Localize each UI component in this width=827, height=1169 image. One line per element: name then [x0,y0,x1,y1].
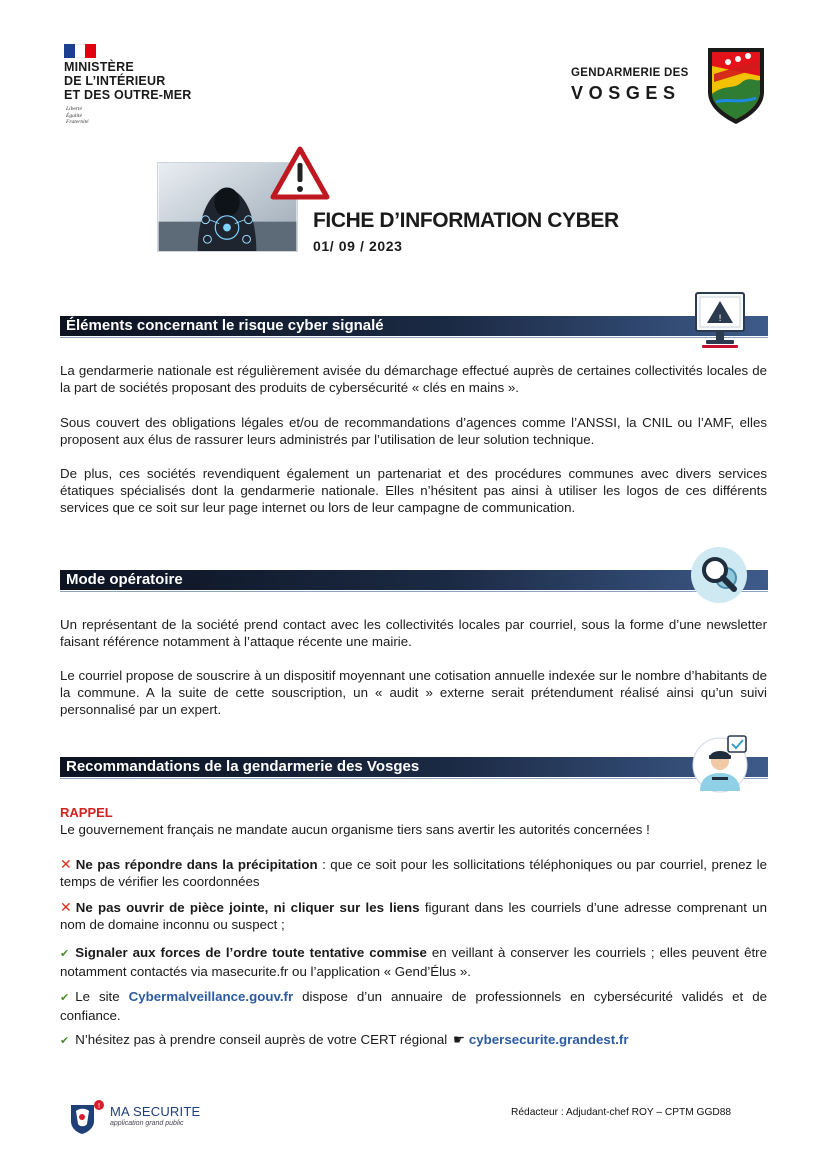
section-header-recommendations: Recommandations de la gendarmerie des Vosges [60,757,768,777]
rappel-label: RAPPEL [60,805,113,820]
warning-icon [270,146,330,200]
rappel-text: Le gouvernement français ne mandate aucun organisme tiers sans avertir les autorités concernées ! [60,822,650,837]
magnifier-gear-icon [690,546,748,604]
ma-securite-logo-icon [68,1099,108,1135]
gendarmerie-label: GENDARMERIE DES [571,67,689,79]
ma-securite-title: MA SECURITE [110,1104,201,1119]
republic-motto: Liberté Égalité Fraternité [66,106,89,125]
paragraph: Un représentant de la société prend contact avec les collectivités locales par courriel, sous la forme d’une newsletter faisant référence notamment à l’attaque récente une mairie. [60,617,767,649]
svg-text:!: ! [718,314,722,324]
paragraph: Le courriel propose de souscrire à un dispositif moyennant une cotisation annuelle indexée sur le nombre d’habitants de la commune. A la suite de cette souscription, un « audit » externe serait prétendument réalisé ainsi qu’un suivi personnalisé par un expert. [60,668,767,717]
ministry-name: MINISTÈRE DE L’INTÉRIEUR ET DES OUTRE-MER [64,60,192,102]
vosges-crest-icon [704,44,768,126]
document-date: 01/ 09 / 2023 [313,238,403,254]
recommendation-item: ✔ N’hésitez pas à prendre conseil auprès de votre CERT régional ☛ cybersecurite.grandest.fr [60,1032,629,1047]
cross-icon: ✕ [60,899,72,915]
vosges-label: VOSGES [571,83,681,103]
svg-text:!: ! [97,1102,101,1110]
section-divider [60,337,768,338]
section-header-modus: Mode opératoire [60,570,768,590]
recommendation-item: ✔ Le site Cybermalveillance.gouv.fr dispose d’un annuaire de professionnels en cybersécurité validés et de confiance. [60,989,767,1023]
page-title: FICHE D’INFORMATION CYBER [313,209,619,232]
section-divider [60,778,768,779]
computer-alert-icon [692,290,748,350]
author-credit: Rédacteur : Adjudant-chef ROY – CPTM GGD88 [511,1107,732,1118]
gendarme-checklist-icon [692,733,750,795]
ma-securite-subtitle: application grand public [110,1120,184,1127]
section-divider [60,591,768,592]
check-icon: ✔ [60,1035,70,1047]
check-icon: ✔ [60,992,70,1004]
recommendation-item: ✕ Ne pas ouvrir de pièce jointe, ni cliquer sur les liens figurant dans les courriels d’une adresse comprenant un nom de domaine inconnu ou suspect ; [60,899,767,932]
cybermalveillance-link[interactable]: Cybermalveillance.gouv.fr [128,989,294,1004]
pointing-hand-icon: ☛ [452,1032,465,1047]
paragraph: De plus, ces sociétés revendiquent également un partenariat et des procédures communes avec divers services étatiques spécialisés dont la gendarmerie nationale. Elles n’hésitent pas ainsi à utiliser les logos de ces différents services que ce soit sur leur page internet ou lors de leur campagne de communication. [60,466,767,515]
paragraph: La gendarmerie nationale est régulièrement avisée du démarchage effectué auprès de certaines collectivités locales de la part de sociétés proposant des produits de cybersécurité « clés en mains ». [60,363,767,395]
check-icon: ✔ [60,948,70,960]
cross-icon: ✕ [60,856,72,872]
recommendation-item: ✔ Signaler aux forces de l’ordre toute tentative commise en veillant à conserver les courriels ; elles peuvent être notamment contactés via masecurite.fr ou l’application « Gend’Élus ». [60,945,767,979]
marianne-flag-logo [64,44,96,58]
section-header-risk: Éléments concernant le risque cyber signalé [60,316,768,336]
recommendation-item: ✕ Ne pas répondre dans la précipitation : que ce soit pour les sollicitations téléphoniques ou par courriel, prenez le temps de vérifier les coordonnées [60,856,767,889]
paragraph: Sous couvert des obligations légales et/ou de recommandations d’agences comme l’ANSSI, la CNIL ou l’AMF, elles proposent aux élus de rassurer leurs administrés par l’utilisation de leur solution technique. [60,415,767,447]
cert-grandest-link[interactable]: cybersecurite.grandest.fr [468,1032,629,1047]
